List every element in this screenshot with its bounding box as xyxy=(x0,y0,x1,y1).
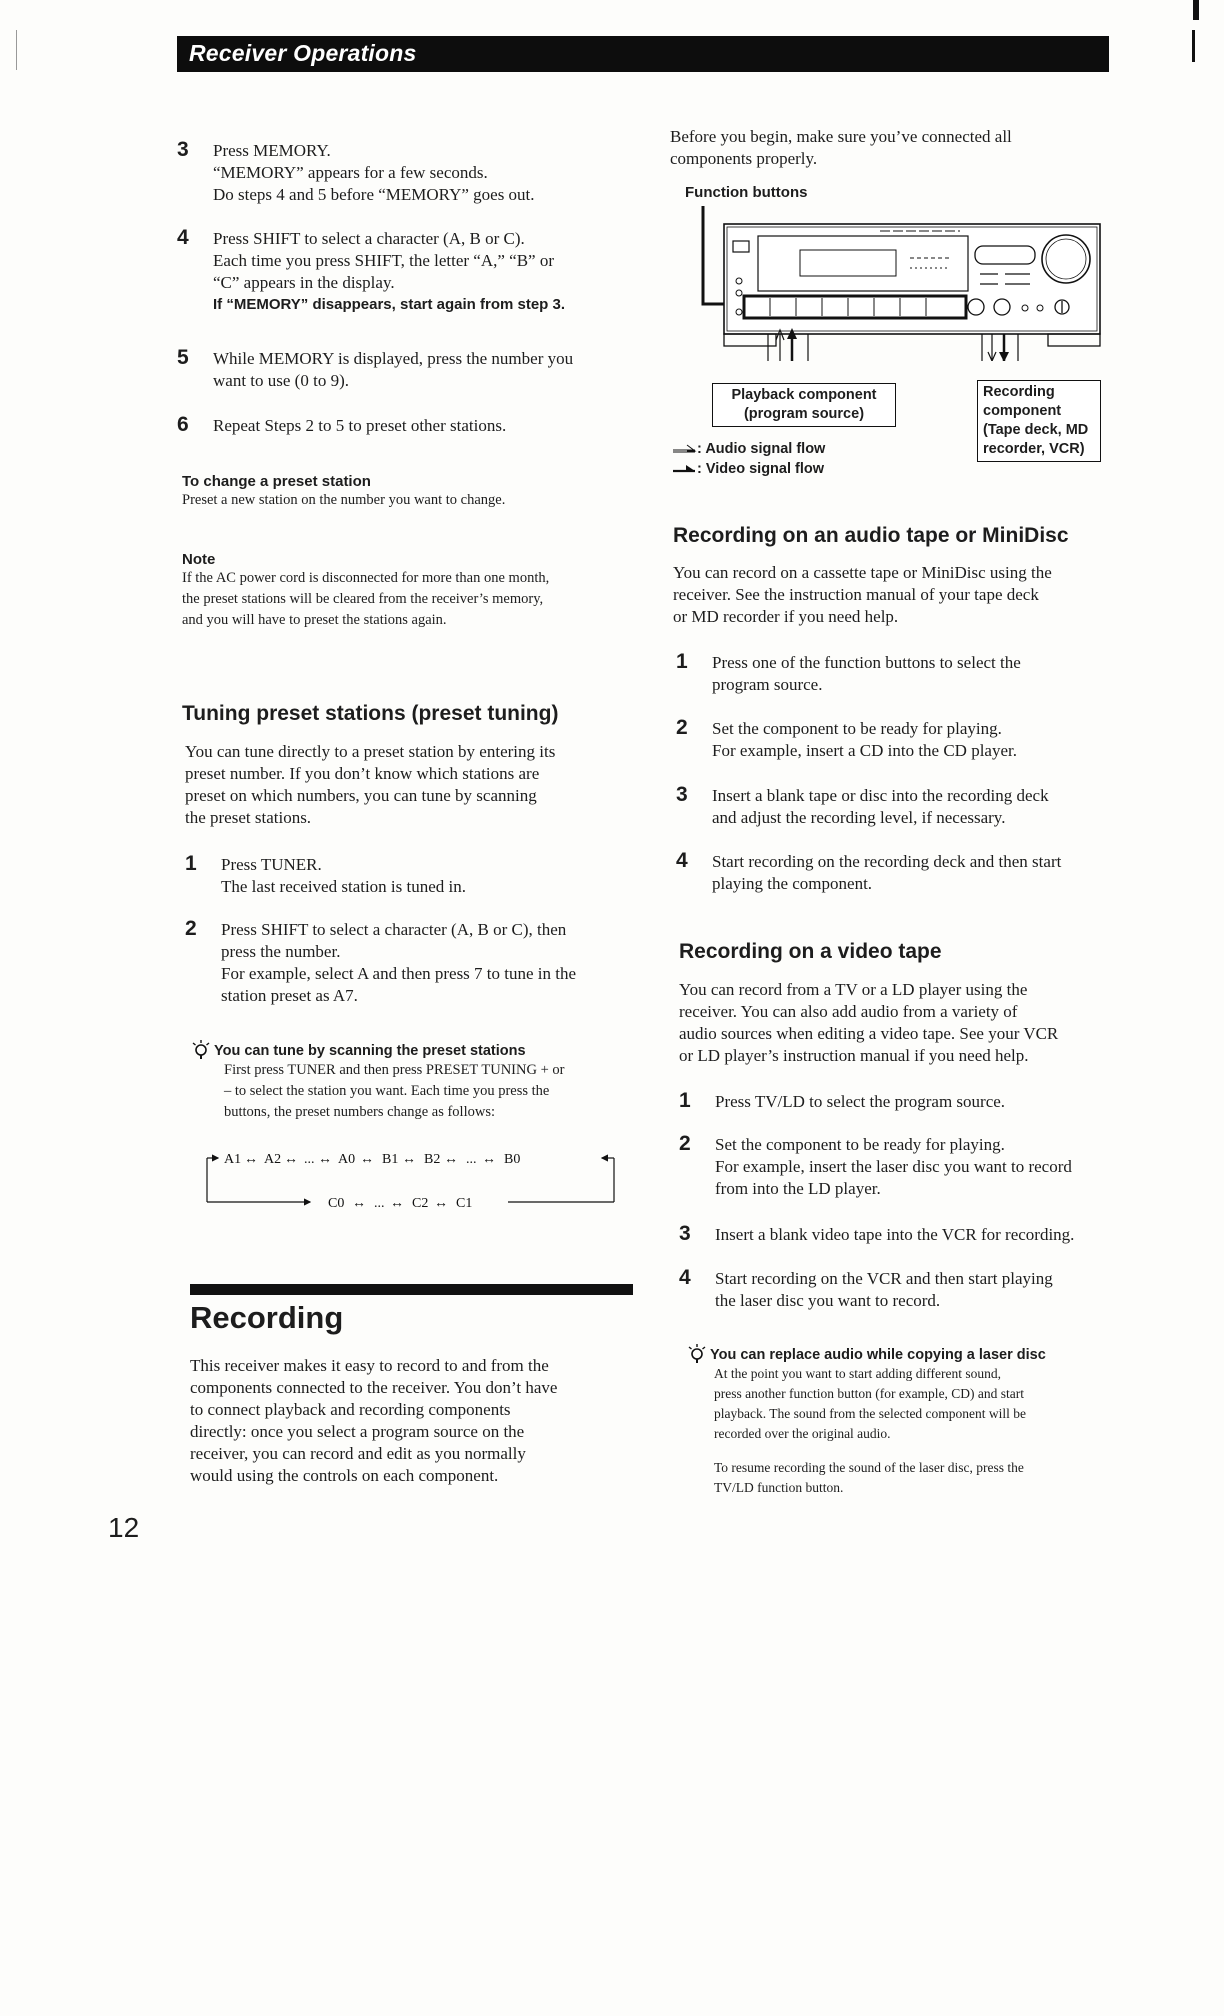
seq-arrow: ↔ xyxy=(444,1152,458,1167)
video-step-3 xyxy=(679,1224,1119,1246)
step-line: Each time you press SHIFT, the letter “A,” “B” or xyxy=(213,251,554,270)
step-number: 1 xyxy=(185,852,197,875)
memory-step-4 xyxy=(177,228,632,316)
step-line: Set the component to be ready for playing. xyxy=(712,719,1002,738)
video-arrow-icon xyxy=(673,462,697,474)
seq-item: ... xyxy=(374,1196,385,1211)
receiver-diagram xyxy=(700,206,1105,361)
recording-title: Recording xyxy=(190,1300,344,1335)
label-line: Recording xyxy=(983,384,1055,400)
intro-line: components connected to the receiver. You don’t have xyxy=(190,1378,558,1397)
tuning-tip xyxy=(190,1038,650,1123)
tip-line: press another function button (for example, CD) and start xyxy=(714,1386,1025,1401)
seq-arrow: ↔ xyxy=(244,1152,258,1167)
tip-line: – to select the station you want. Each time you press the xyxy=(224,1083,550,1099)
intro-line: the preset stations. xyxy=(185,808,312,827)
step-number: 1 xyxy=(679,1089,691,1112)
step-line: playing the component. xyxy=(712,874,873,893)
step-number: 2 xyxy=(676,716,688,739)
video-legend-text: : Video signal flow xyxy=(697,461,825,477)
step-number: 2 xyxy=(185,917,197,940)
intro-line: You can record on a cassette tape or MiniDisc using the xyxy=(673,563,1052,582)
audio-step-2 xyxy=(676,718,1116,762)
function-buttons-label: Function buttons xyxy=(685,184,808,201)
intro-line: to connect playback and recording components xyxy=(190,1400,511,1419)
step-number: 6 xyxy=(177,413,189,436)
edge-tick xyxy=(16,30,17,70)
label-line: Playback component xyxy=(731,387,877,403)
label-line: (program source) xyxy=(743,406,865,422)
step-line: Start recording on the VCR and then start playing xyxy=(715,1269,1053,1288)
seq-arrow: ↔ xyxy=(352,1196,366,1211)
step-line: Insert a blank tape or disc into the recording deck xyxy=(712,786,1049,805)
seq-item: A1 xyxy=(224,1152,242,1167)
audio-legend xyxy=(673,441,825,457)
step-line: “C” appears in the display. xyxy=(213,273,395,292)
intro-line: You can record from a TV or a LD player using the xyxy=(679,980,1028,999)
recording-component-label xyxy=(977,380,1101,462)
step-number: 2 xyxy=(679,1132,691,1155)
intro-line: or MD recorder if you need help. xyxy=(673,607,899,626)
seq-arrow: ↔ xyxy=(434,1196,448,1211)
intro-line: preset number. If you don’t know which stations are xyxy=(185,764,540,783)
intro-line: audio sources when editing a video tape. See your VCR xyxy=(679,1024,1059,1043)
seq-item: A0 xyxy=(338,1152,356,1167)
seq-item: B2 xyxy=(424,1152,441,1167)
step-line: Press MEMORY. xyxy=(213,141,331,160)
audio-section-heading: Recording on an audio tape or MiniDisc xyxy=(673,524,1069,547)
seq-item: C2 xyxy=(412,1196,429,1211)
step-number: 1 xyxy=(676,650,688,673)
tuning-heading: Tuning preset stations (preset tuning) xyxy=(182,702,559,725)
intro-line: directly: once you select a program source on the xyxy=(190,1422,525,1441)
label-line: (Tape deck, MD xyxy=(983,422,1089,438)
step-warning: If “MEMORY” disappears, start again from step 3. xyxy=(213,296,566,313)
step-line: the laser disc you want to record. xyxy=(715,1291,941,1310)
step-line: program source. xyxy=(712,675,823,694)
step-number: 4 xyxy=(679,1266,691,1289)
edge-mark xyxy=(1192,30,1195,62)
tip-line: TV/LD function button. xyxy=(714,1480,844,1495)
tip-line: buttons, the preset numbers change as follows: xyxy=(224,1104,496,1120)
intro-line: You can tune directly to a preset station by entering its xyxy=(185,742,556,761)
tuning-step-1 xyxy=(185,854,640,898)
step-line: “MEMORY” appears for a few seconds. xyxy=(213,163,488,182)
step-line: Start recording on the recording deck and then start xyxy=(712,852,1062,871)
tip-line: playback. The sound from the selected component will be xyxy=(714,1406,1027,1421)
seq-item: B0 xyxy=(504,1152,521,1167)
seq-item: ... xyxy=(466,1152,477,1167)
seq-item: C0 xyxy=(328,1196,345,1211)
step-number: 4 xyxy=(676,849,688,872)
tip-line: To resume recording the sound of the laser disc, press the xyxy=(714,1460,1024,1475)
video-intro xyxy=(679,979,1129,1067)
seq-arrow: ↔ xyxy=(360,1152,374,1167)
seq-arrow: ↔ xyxy=(390,1196,404,1211)
laser-disc-tip xyxy=(686,1342,1126,1498)
step-line: Press one of the function buttons to select the xyxy=(712,653,1021,672)
step-line: Press SHIFT to select a character (A, B or C), then xyxy=(221,920,567,939)
note-block xyxy=(182,551,652,631)
note-line: and you will have to preset the stations again. xyxy=(182,612,447,628)
step-line: want to use (0 to 9). xyxy=(213,371,349,390)
tuning-step-2 xyxy=(185,919,645,1007)
intro-line: Before you begin, make sure you’ve connected all xyxy=(670,127,1012,146)
step-line: from into the LD player. xyxy=(715,1179,881,1198)
note-heading: Note xyxy=(182,551,216,568)
page-number: 12 xyxy=(108,1512,140,1543)
tip-heading: You can tune by scanning the preset stations xyxy=(214,1043,526,1059)
video-legend xyxy=(673,461,824,477)
video-step-1 xyxy=(679,1091,1119,1113)
change-preset-block xyxy=(182,473,642,511)
intro-line: receiver, you can record and edit as you normally xyxy=(190,1444,526,1463)
lightbulb-icon xyxy=(686,1342,708,1364)
intro-line: or LD player’s instruction manual if you need help. xyxy=(679,1046,1029,1065)
step-line: and adjust the recording level, if necessary. xyxy=(712,808,1006,827)
playback-component-label xyxy=(712,383,896,427)
memory-step-3 xyxy=(177,140,632,206)
audio-arrow-icon xyxy=(673,442,697,454)
edge-mark xyxy=(1193,0,1199,20)
step-line: For example, insert the laser disc you want to record xyxy=(715,1157,1072,1176)
memory-step-5 xyxy=(177,348,632,392)
step-line: Set the component to be ready for playing. xyxy=(715,1135,1005,1154)
right-intro xyxy=(670,126,1120,170)
step-line: For example, select A and then press 7 to tune in the xyxy=(221,964,577,983)
intro-line: receiver. You can also add audio from a variety of xyxy=(679,1002,1018,1021)
tip-line: At the point you want to start adding different sound, xyxy=(714,1366,1001,1381)
step-line: The last received station is tuned in. xyxy=(221,877,467,896)
step-number: 4 xyxy=(177,226,189,249)
step-line: station preset as A7. xyxy=(221,986,358,1005)
step-line: Repeat Steps 2 to 5 to preset other stations. xyxy=(213,416,507,435)
seq-item: ... xyxy=(304,1152,315,1167)
step-line: press the number. xyxy=(221,942,341,961)
label-line: recorder, VCR) xyxy=(983,441,1085,457)
seq-arrow: ↔ xyxy=(318,1152,332,1167)
change-preset-text: Preset a new station on the number you want to change. xyxy=(182,492,506,508)
tip-line: recorded over the original audio. xyxy=(714,1426,891,1441)
seq-arrow: ↔ xyxy=(284,1152,298,1167)
step-line: Press TV/LD to select the program source. xyxy=(715,1092,1006,1111)
section-header-bar xyxy=(177,36,1109,72)
seq-item: B1 xyxy=(382,1152,399,1167)
step-line: Press SHIFT to select a character (A, B or C). xyxy=(213,229,525,248)
audio-legend-text: : Audio signal flow xyxy=(697,441,826,457)
step-number: 3 xyxy=(679,1222,691,1245)
step-line: For example, insert a CD into the CD player. xyxy=(712,741,1017,760)
seq-item: A2 xyxy=(264,1152,282,1167)
receiver-foot xyxy=(1048,334,1100,346)
step-line: While MEMORY is displayed, press the number you xyxy=(213,349,574,368)
step-line: Press TUNER. xyxy=(221,855,322,874)
intro-line: would using the controls on each component. xyxy=(190,1466,499,1485)
step-number: 5 xyxy=(177,346,189,369)
video-step-4 xyxy=(679,1268,1119,1312)
step-line: Do steps 4 and 5 before “MEMORY” goes out. xyxy=(213,185,535,204)
seq-item: C1 xyxy=(456,1196,473,1211)
recording-intro xyxy=(190,1355,655,1487)
audio-step-1 xyxy=(676,652,1116,696)
change-preset-heading: To change a preset station xyxy=(182,473,371,490)
preset-sequence-diagram xyxy=(200,1140,630,1230)
tip-line: First press TUNER and then press PRESET TUNING + or xyxy=(224,1062,565,1078)
step-line: Insert a blank video tape into the VCR for recording. xyxy=(715,1225,1075,1244)
label-line: component xyxy=(983,403,1062,419)
audio-intro xyxy=(673,562,1123,628)
intro-line: components properly. xyxy=(670,149,818,168)
intro-line: receiver. See the instruction manual of your tape deck xyxy=(673,585,1039,604)
tip-heading: You can replace audio while copying a laser disc xyxy=(710,1347,1046,1363)
section-title: Receiver Operations xyxy=(189,40,417,66)
lightbulb-icon xyxy=(190,1038,212,1060)
tuning-intro xyxy=(185,741,645,829)
seq-arrow: ↔ xyxy=(402,1152,416,1167)
note-line: the preset stations will be cleared from the receiver’s memory, xyxy=(182,591,544,607)
audio-step-4 xyxy=(676,851,1116,895)
intro-line: preset on which numbers, you can tune by scanning xyxy=(185,786,537,805)
note-line: If the AC power cord is disconnected for more than one month, xyxy=(182,570,550,586)
video-section-heading: Recording on a video tape xyxy=(679,940,942,963)
step-number: 3 xyxy=(177,138,189,161)
recording-rule xyxy=(190,1284,633,1295)
step-number: 3 xyxy=(676,783,688,806)
audio-step-3 xyxy=(676,785,1116,829)
seq-arrow: ↔ xyxy=(482,1152,496,1167)
memory-step-6 xyxy=(177,415,632,437)
intro-line: This receiver makes it easy to record to and from the xyxy=(190,1356,549,1375)
video-step-2 xyxy=(679,1134,1119,1200)
function-bracket xyxy=(703,206,724,304)
